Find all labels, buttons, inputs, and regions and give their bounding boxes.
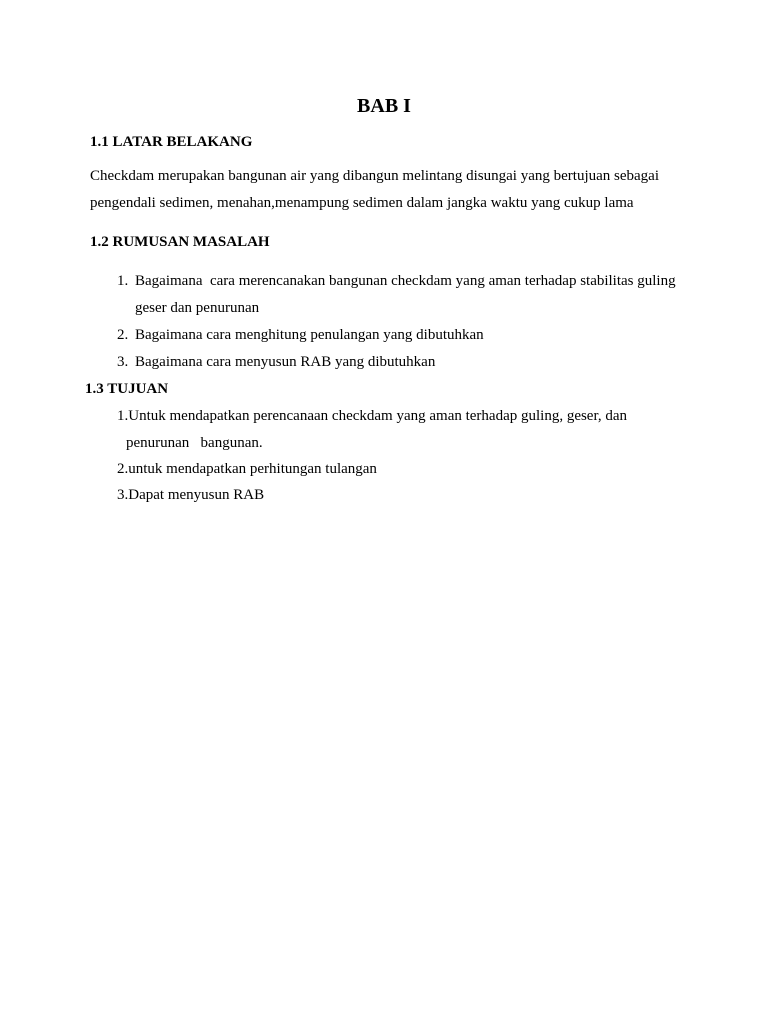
list-item-number: 2.: [117, 327, 129, 343]
list-item-text: 2.untuk mendapatkan perhitungan tulangan: [117, 461, 377, 477]
section-heading-tujuan: 1.3 TUJUAN: [85, 381, 169, 397]
list-item-text: penurunan bangunan.: [126, 435, 263, 451]
section-heading-rumusan-masalah: 1.2 RUMUSAN MASALAH: [90, 234, 270, 250]
list-item-text: geser dan penurunan: [135, 300, 260, 316]
section-heading-latar-belakang: 1.1 LATAR BELAKANG: [90, 134, 253, 150]
list-item-text: Bagaimana cara menyusun RAB yang dibutuhkan: [135, 354, 436, 370]
list-item-text: Bagaimana cara menghitung penulangan yang dibutuhkan: [135, 327, 484, 343]
list-item-text: 3.Dapat menyusun RAB: [117, 487, 265, 503]
chapter-title: BAB I: [357, 95, 411, 117]
list-item-number: 3.: [117, 354, 129, 370]
list-item-text: Bagaimana cara merencanakan bangunan checkdam yang aman terhadap stabilitas guling: [135, 273, 676, 289]
list-item-number: 1.: [117, 273, 129, 289]
list-item-text: 1.Untuk mendapatkan perencanaan checkdam yang aman terhadap guling, geser, dan: [117, 408, 628, 424]
paragraph-line: Checkdam merupakan bangunan air yang dibangun melintang disungai yang bertujuan sebagai: [90, 168, 659, 184]
paragraph-line: pengendali sedimen, menahan,menampung sedimen dalam jangka waktu yang cukup lama: [90, 195, 634, 211]
